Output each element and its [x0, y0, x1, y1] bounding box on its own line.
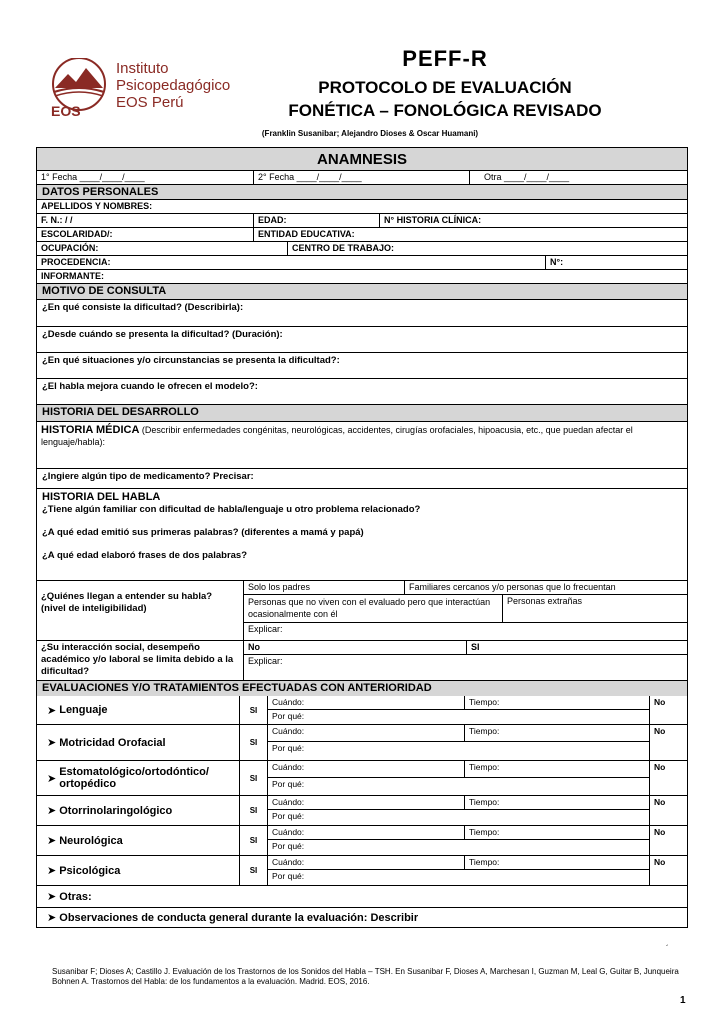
entidad-educativa-field[interactable]: ENTIDAD EDUCATIVA: — [253, 228, 687, 241]
evaluation-no-option[interactable]: No — [649, 796, 687, 825]
motivo-q2-row[interactable] — [37, 326, 687, 352]
cuando-field[interactable]: Cuándo: — [272, 827, 305, 837]
evaluation-row — [37, 760, 687, 795]
authors: (Franklin Susanibar; Alejandro Dioses & Oscar Huamani) — [261, 129, 479, 138]
por-que-field[interactable]: Por qué: — [272, 841, 305, 851]
bullet-arrow-icon: ➤ — [47, 835, 57, 847]
tiempo-field[interactable]: Tiempo: — [464, 696, 649, 709]
escolaridad-field[interactable]: ESCOLARIDAD/: — [41, 229, 113, 239]
evaluation-label: Psicológica — [59, 864, 121, 877]
numero-field[interactable]: N°: — [545, 256, 687, 269]
evaluation-row — [37, 825, 687, 855]
habla-q2: ¿A qué edad emitió sus primeras palabras? (diferentes a mamá y papá) — [42, 527, 364, 538]
fecha-nacimiento-field[interactable]: F. N.: / / — [41, 215, 73, 225]
cuando-field[interactable]: Cuándo: — [272, 697, 305, 707]
historia-medica-text: (Describir enfermedades congénitas, neurológicas, accidentes, cirugías orofaciales, hipoacusia, etc., que puedan afectar el lenguaje/habla): — [41, 425, 633, 447]
evaluation-si-option[interactable]: SI — [239, 796, 267, 825]
anamnesis-form — [36, 147, 688, 928]
datos-personales-title: DATOS PERSONALES — [42, 186, 159, 198]
tiempo-field[interactable]: Tiempo: — [464, 761, 649, 777]
bullet-arrow-icon: ➤ — [47, 865, 57, 877]
bullet-arrow-icon: ➤ — [47, 704, 57, 717]
evaluation-si-option[interactable]: SI — [239, 696, 267, 724]
evaluation-no-option[interactable]: No — [649, 826, 687, 855]
evaluation-si-option[interactable]: SI — [239, 725, 267, 760]
inteligibilidad-explicar[interactable]: Explicar: — [248, 624, 283, 634]
por-que-field[interactable]: Por qué: — [272, 871, 305, 881]
interaccion-explicar[interactable]: Explicar: — [248, 656, 283, 666]
historia-desarrollo-header — [37, 404, 687, 421]
evaluation-row — [37, 696, 687, 724]
datos-personales-header — [37, 184, 687, 199]
motivo-q1-row[interactable] — [37, 299, 687, 326]
por-que-field[interactable]: Por qué: — [272, 778, 305, 789]
doc-title: PEFF-R — [402, 46, 488, 71]
historia-clinica-field[interactable]: N° HISTORIA CLÍNICA: — [379, 214, 687, 227]
evaluation-no-option[interactable]: No — [649, 725, 687, 760]
doc-subtitle-1: PROTOCOLO DE EVALUACIÓN — [318, 78, 572, 97]
historia-desarrollo-title: HISTORIA DEL DESARROLLO — [42, 406, 199, 418]
ocupacion-field[interactable]: OCUPACIÓN: — [41, 243, 99, 253]
evaluation-label: Neurológica — [59, 834, 123, 847]
apellidos-field[interactable]: APELLIDOS Y NOMBRES: — [41, 201, 153, 211]
historia-medica-title: HISTORIA MÉDICA — [41, 424, 140, 436]
evaluation-si-option[interactable]: SI — [239, 761, 267, 795]
margin-mark: ´ — [666, 944, 669, 953]
medicamento-row[interactable] — [37, 468, 687, 488]
anamnesis-header — [37, 148, 687, 170]
tiempo-field[interactable]: Tiempo: — [464, 856, 649, 869]
svg-text:EOS: EOS — [51, 103, 81, 119]
evaluation-row — [37, 795, 687, 825]
habla-q3: ¿A qué edad elaboró frases de dos palabras? — [42, 550, 248, 561]
evaluation-si-option[interactable]: SI — [239, 856, 267, 885]
familiares-option[interactable]: Familiares cercanos y/o personas que lo frecuentan — [404, 581, 687, 594]
motivo-q3: ¿En qué situaciones y/o circunstancias se presenta la dificultad?: — [42, 355, 340, 366]
logo-line-3: EOS Perú — [116, 94, 184, 111]
centro-trabajo-field[interactable]: CENTRO DE TRABAJO: — [287, 242, 687, 255]
interaccion-no-option[interactable]: No — [248, 642, 260, 652]
medicamento-question: ¿Ingiere algún tipo de medicamento? Precisar: — [42, 471, 254, 482]
observaciones-row[interactable] — [37, 907, 687, 927]
habla-q1: ¿Tiene algún familiar con dificultad de habla/lenguaje u otro problema relacionado? — [42, 504, 421, 515]
motivo-consulta-title: MOTIVO DE CONSULTA — [42, 285, 167, 297]
historia-medica-row[interactable] — [37, 421, 687, 468]
extranas-option[interactable]: Personas extrañas — [502, 595, 687, 622]
inteligibilidad-row — [37, 580, 687, 640]
fecha-2-field[interactable]: 2° Fecha ____/____/____ — [253, 171, 469, 184]
logo-line-2: Psicopedagógico — [116, 77, 231, 94]
evaluation-label: Motricidad Orofacial — [59, 736, 166, 749]
evaluation-row — [37, 724, 687, 760]
anamnesis-title: ANAMNESIS — [316, 150, 407, 168]
por-que-field[interactable]: Por qué: — [272, 811, 305, 821]
tiempo-field[interactable]: Tiempo: — [464, 826, 649, 839]
bullet-arrow-icon: ➤ — [47, 737, 57, 749]
informante-field[interactable]: INFORMANTE: — [41, 271, 104, 281]
solo-padres-option[interactable]: Solo los padres — [248, 582, 311, 592]
interaccion-question: ¿Su interacción social, desempeño académico y/o laboral se limita debido a la dificultad? — [41, 642, 234, 677]
evaluaciones-header — [37, 680, 687, 696]
evaluation-row — [37, 855, 687, 885]
historia-habla-block[interactable] — [37, 488, 687, 580]
motivo-consulta-header — [37, 283, 687, 299]
observaciones-label: Observaciones de conducta general durante la evaluación: Describir — [59, 912, 419, 924]
otras-row[interactable] — [37, 885, 687, 907]
motivo-q2: ¿Desde cuándo se presenta la dificultad? (Duración): — [42, 329, 283, 340]
eos-logo-icon — [48, 58, 110, 120]
otras-label: Otras: — [59, 891, 92, 903]
cuando-field[interactable]: Cuándo: — [272, 762, 305, 772]
doc-subtitle-2: FONÉTICA – FONOLÓGICA REVISADO — [288, 101, 602, 120]
interaccion-row — [37, 640, 687, 680]
institute-logo — [48, 58, 248, 120]
citation: Susanibar F; Dioses A; Castillo J. Evaluación de los Trastornos de los Sonidos del Habla – TSH. En Susanibar F, Dioses A, Marchesan I, Guzman M, Leal G, Guitar B, Junqueira Bohnen A. Trastornos del Habla: de los fundamentos a la evaluación. Madrid. EOS, 2016. — [52, 967, 679, 986]
evaluaciones-title: EVALUACIONES Y/O TRATAMIENTOS EFECTUADAS CON ANTERIORIDAD — [42, 682, 432, 694]
cuando-field[interactable]: Cuándo: — [272, 797, 305, 807]
por-que-field[interactable]: Por qué: — [272, 743, 305, 753]
evaluation-label: Estomatológico/ortodóntico/ ortopédico — [59, 766, 209, 790]
procedencia-field[interactable]: PROCEDENCIA: — [41, 257, 111, 267]
por-que-field[interactable]: Por qué: — [272, 710, 305, 721]
bullet-arrow-icon: ➤ — [47, 772, 57, 785]
fecha-1-field[interactable]: 1° Fecha ____/____/____ — [41, 172, 145, 182]
historia-habla-title: HISTORIA DEL HABLA — [42, 491, 161, 503]
evaluation-label: Lenguaje — [59, 704, 108, 716]
tiempo-field[interactable]: Tiempo: — [464, 796, 649, 809]
bullet-arrow-icon: ➤ — [47, 891, 57, 903]
evaluation-no-option[interactable]: No — [649, 856, 687, 885]
evaluation-no-option[interactable]: No — [649, 761, 687, 795]
evaluation-no-option[interactable]: No — [649, 696, 687, 724]
title-block — [250, 46, 640, 121]
bullet-arrow-icon: ➤ — [47, 805, 57, 817]
bullet-arrow-icon: ➤ — [47, 912, 57, 924]
motivo-q1: ¿En qué consiste la dificultad? (Describirla): — [42, 302, 244, 313]
motivo-q4-row[interactable] — [37, 378, 687, 404]
motivo-q3-row[interactable] — [37, 352, 687, 378]
cuando-field[interactable]: Cuándo: — [272, 857, 305, 867]
evaluation-si-option[interactable]: SI — [239, 826, 267, 855]
page-number: 1 — [680, 995, 686, 1006]
interaccion-si-option[interactable]: SI — [466, 641, 687, 654]
otra-fecha-field[interactable]: Otra ____/____/____ — [469, 171, 687, 184]
inteligibilidad-question: ¿Quiénes llegan a entender su habla? (nivel de inteligibilidad) — [41, 591, 213, 614]
edad-field[interactable]: EDAD: — [253, 214, 379, 227]
evaluation-label: Otorrinolaringológico — [59, 804, 173, 817]
cuando-field[interactable]: Cuándo: — [272, 726, 305, 736]
logo-line-1: Instituto — [116, 60, 169, 77]
no-viven-option[interactable]: Personas que no viven con el evaluado pero que interactúan ocasionalmente con él — [248, 597, 491, 619]
motivo-q4: ¿El habla mejora cuando le ofrecen el modelo?: — [42, 381, 258, 392]
tiempo-field[interactable]: Tiempo: — [464, 725, 649, 741]
